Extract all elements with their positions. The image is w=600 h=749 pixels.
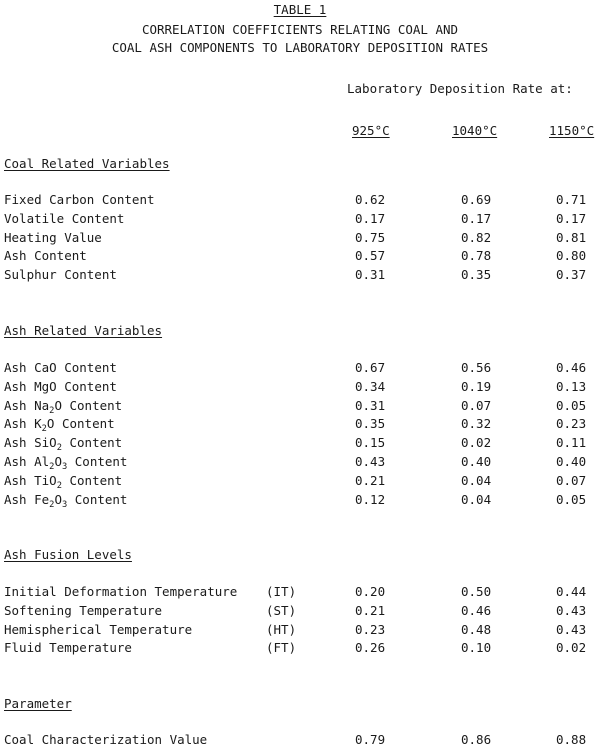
label-part: Ash K (4, 416, 42, 432)
cell-value: 0.04 (461, 472, 492, 488)
section-heading-coal: Coal Related Variables (4, 156, 170, 171)
cell-value: 0.26 (355, 640, 386, 656)
cell-value: 0.10 (461, 640, 492, 656)
label-part: Ash Na (4, 397, 50, 413)
section-heading-parameter: Parameter (4, 696, 72, 711)
label-part: O (54, 454, 62, 469)
cell-value: 0.40 (556, 454, 587, 469)
deposition-rate-header: Laboratory Deposition Rate at: (347, 81, 573, 96)
cell-value: 0.20 (355, 584, 386, 599)
label-part: Content (67, 491, 128, 507)
cell-value: 0.12 (355, 491, 386, 507)
row-label (4, 471, 122, 490)
label-part: Ash SiO (4, 435, 57, 451)
cell-value: 0.17 (461, 210, 492, 226)
subscript: 2 (56, 443, 62, 454)
label-part: O (46, 416, 55, 432)
label-part: O (54, 397, 62, 413)
row-code: (IT) (266, 584, 297, 599)
row-label: Coal Characterization Value (4, 732, 208, 747)
cell-value: 0.62 (355, 192, 386, 207)
cell-value: 0.82 (461, 229, 492, 245)
cell-value: 0.02 (556, 640, 587, 656)
cell-value: 0.43 (556, 621, 587, 637)
label-part: O (54, 491, 62, 507)
cell-value: 0.31 (355, 397, 386, 413)
cell-value: 0.88 (556, 732, 587, 747)
cell-value: 0.32 (461, 416, 492, 432)
row-label: Initial Deformation Temperature (4, 584, 238, 599)
subscript: 3 (61, 462, 68, 473)
subscript: 2 (56, 480, 62, 491)
cell-value: 0.56 (461, 360, 492, 375)
cell-value: 0.07 (461, 397, 492, 413)
row-label: Volatile Content (4, 210, 125, 226)
cell-value: 0.80 (556, 248, 587, 264)
section-heading-fusion: Ash Fusion Levels (4, 547, 132, 562)
cell-value: 0.78 (461, 248, 492, 264)
label-part: Content (61, 397, 123, 413)
row-label (4, 414, 115, 433)
label-part: Ash MgO (4, 378, 57, 394)
cell-value: 0.57 (355, 248, 386, 264)
subscript: 2 (41, 424, 47, 435)
row-code: (HT) (266, 621, 297, 637)
cell-value: 0.04 (461, 491, 492, 507)
row-code: (ST) (266, 602, 297, 618)
label-part: Content (56, 378, 117, 394)
label-part: Ash Al (4, 454, 50, 469)
cell-value: 0.19 (461, 378, 492, 394)
cell-value: 0.37 (556, 267, 587, 283)
cell-value: 0.23 (556, 416, 587, 432)
label-part: Content (61, 435, 123, 451)
cell-value: 0.11 (556, 435, 587, 451)
cell-value: 0.05 (556, 397, 587, 413)
cell-value: 0.86 (461, 732, 492, 747)
cell-value: 0.81 (556, 229, 587, 245)
cell-value: 0.69 (461, 192, 492, 207)
row-label (4, 377, 117, 396)
row-label: Fixed Carbon Content (4, 192, 155, 207)
cell-value: 0.43 (556, 602, 587, 618)
table-title-line-1: CORRELATION COEFFICIENTS RELATING COAL AND (141, 22, 459, 37)
cell-value: 0.40 (461, 454, 492, 469)
cell-value: 0.17 (355, 210, 386, 226)
cell-value: 0.17 (556, 210, 587, 226)
cell-value: 0.34 (355, 378, 386, 394)
cell-value: 0.48 (461, 621, 492, 637)
row-label (4, 358, 117, 377)
row-label (4, 490, 127, 509)
label-part: Content (61, 472, 123, 488)
cell-value: 0.21 (355, 602, 386, 618)
cell-value: 0.07 (556, 472, 587, 488)
cell-value: 0.67 (355, 360, 386, 375)
cell-value: 0.13 (556, 378, 587, 394)
row-label: Fluid Temperature (4, 640, 132, 656)
subscript: 2 (49, 405, 55, 416)
label-part: Content (67, 454, 128, 469)
subscript: 3 (61, 499, 68, 510)
cell-value: 0.75 (355, 229, 386, 245)
column-header-1040: 1040°C (452, 123, 498, 138)
cell-value: 0.79 (355, 732, 386, 747)
section-heading-ash: Ash Related Variables (4, 323, 163, 338)
cell-value: 0.05 (556, 491, 587, 507)
label-part: Content (56, 360, 117, 375)
cell-value: 0.71 (556, 192, 587, 207)
cell-value: 0.02 (461, 435, 492, 451)
cell-value: 0.50 (461, 584, 492, 599)
row-label: Ash Content (4, 248, 87, 264)
cell-value: 0.21 (355, 472, 386, 488)
label-part: Ash TiO (4, 472, 57, 488)
cell-value: 0.43 (355, 454, 386, 469)
label-part: Ash Fe (4, 491, 50, 507)
label-part: Ash CaO (4, 360, 57, 375)
cell-value: 0.23 (355, 621, 386, 637)
subscript: 2 (49, 462, 55, 473)
row-label (4, 433, 122, 452)
table-title-line-2: COAL ASH COMPONENTS TO LABORATORY DEPOSITION RATES (111, 40, 489, 55)
row-label: Heating Value (4, 229, 102, 245)
row-label (4, 396, 122, 415)
cell-value: 0.35 (461, 267, 492, 283)
cell-value: 0.31 (355, 267, 386, 283)
subscript: 2 (49, 499, 55, 510)
cell-value: 0.46 (556, 360, 587, 375)
row-code: (FT) (266, 640, 297, 656)
table-number: TABLE 1 (273, 2, 327, 17)
row-label (4, 452, 127, 471)
row-label: Hemispherical Temperature (4, 621, 193, 637)
row-label: Softening Temperature (4, 602, 163, 618)
cell-value: 0.46 (461, 602, 492, 618)
cell-value: 0.44 (556, 584, 587, 599)
cell-value: 0.35 (355, 416, 386, 432)
row-label: Sulphur Content (4, 267, 117, 283)
column-header-1150: 1150°C (549, 123, 595, 138)
column-header-925: 925°C (352, 123, 390, 138)
label-part: Content (54, 416, 115, 432)
cell-value: 0.15 (355, 435, 386, 451)
